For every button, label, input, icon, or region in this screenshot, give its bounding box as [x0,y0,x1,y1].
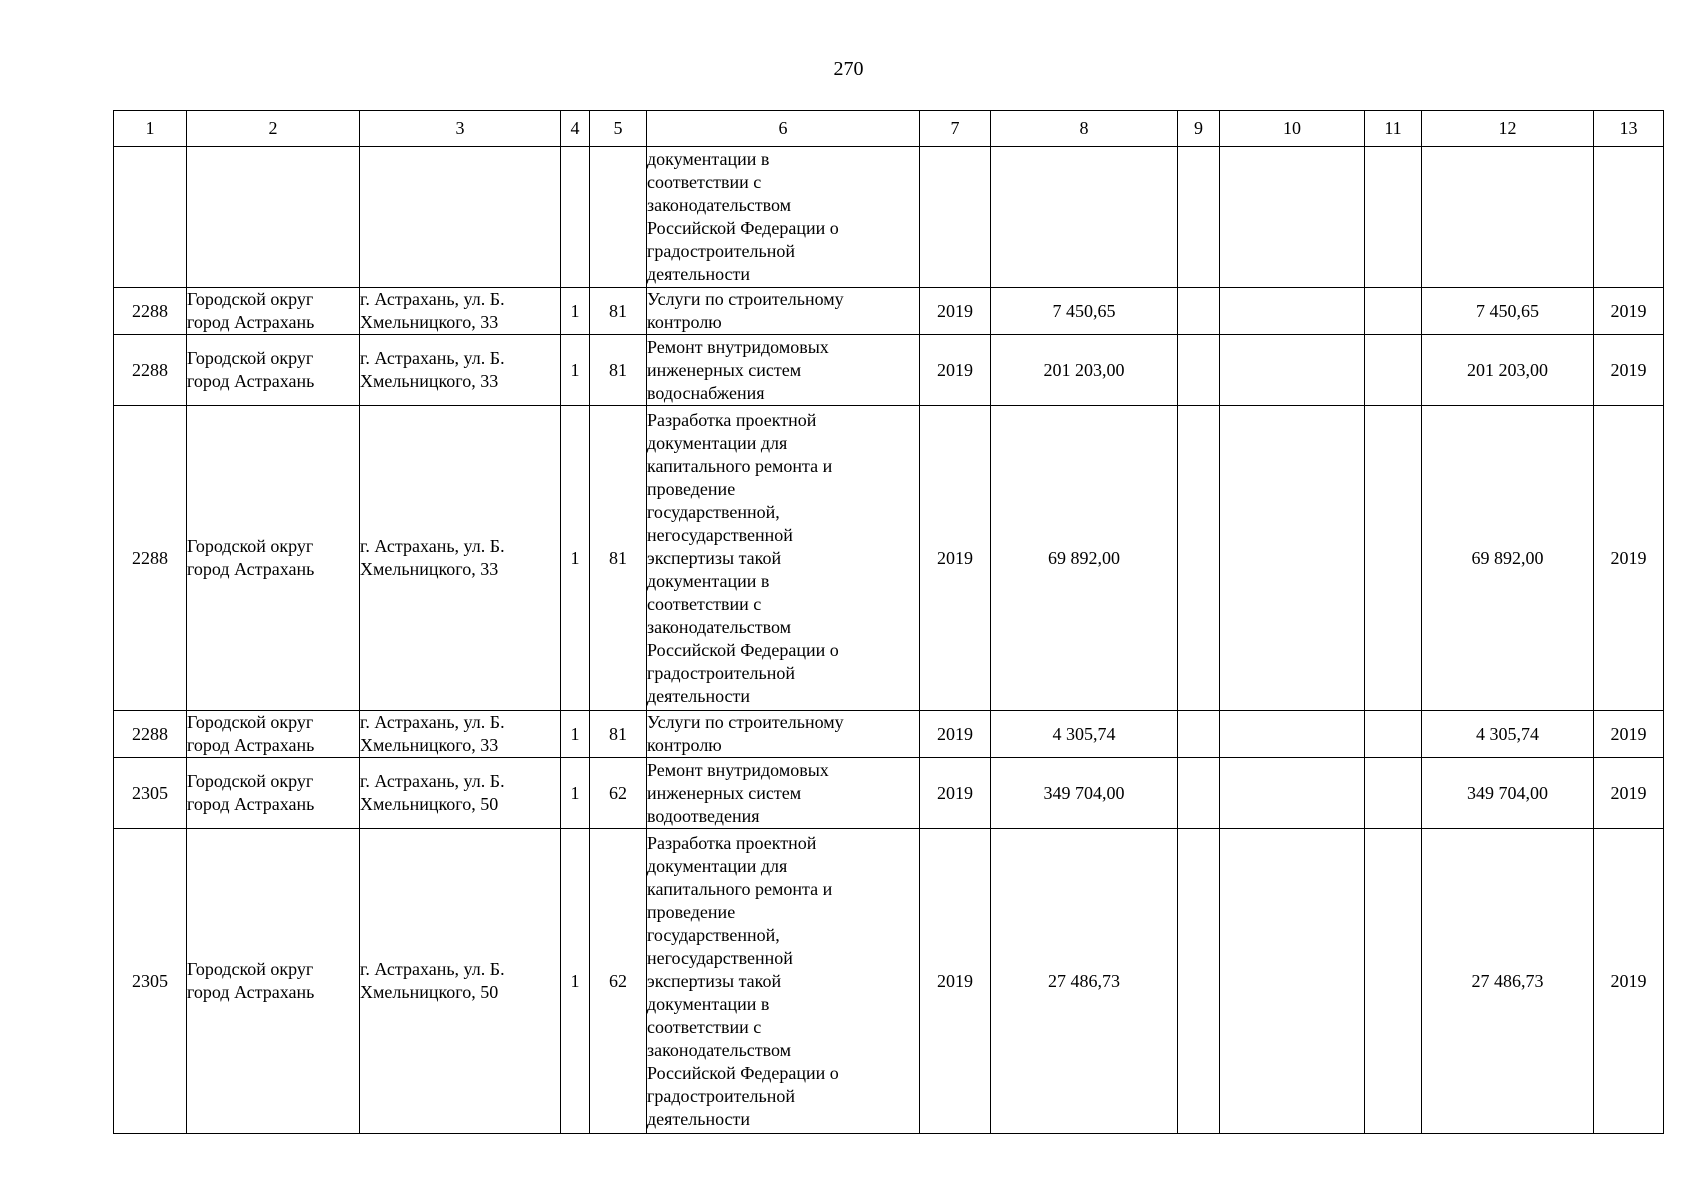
page-number: 270 [833,58,864,80]
year-cell: 2019 [920,758,991,829]
column-5-cell [590,147,647,288]
year-cell: 2019 [920,406,991,711]
column-12-cell: 27 486,73 [1422,829,1594,1134]
column-11-cell [1365,147,1422,288]
year-cell: 2019 [920,829,991,1134]
column-12-cell: 7 450,65 [1422,288,1594,335]
row-number-cell [114,147,187,288]
column-13-cell [1594,147,1664,288]
work-type-cell: Ремонт внутридомовых инженерных систем водоснабжения [647,335,920,406]
row-number-cell: 2288 [114,406,187,711]
work-type-cell: Разработка проектной документации для капитального ремонта и проведение государственной, негосударственной экспертизы такой документации в соответствии с законодательством Российской Федерации о градостроительной деятельности [647,829,920,1134]
column-12-cell: 201 203,00 [1422,335,1594,406]
column-header: 4 [561,111,590,147]
cost-cell: 4 305,74 [991,711,1178,758]
column-9-cell [1178,406,1220,711]
cost-cell: 349 704,00 [991,758,1178,829]
column-13-cell: 2019 [1594,711,1664,758]
cost-cell: 201 203,00 [991,335,1178,406]
column-12-cell: 349 704,00 [1422,758,1594,829]
row-number-cell: 2305 [114,758,187,829]
column-10-cell [1220,147,1365,288]
year-cell: 2019 [920,288,991,335]
column-4-cell [561,147,590,288]
column-11-cell [1365,758,1422,829]
address-cell: г. Астрахань, ул. Б. Хмельницкого, 33 [360,406,561,711]
row-number-cell: 2305 [114,829,187,1134]
column-4-cell: 1 [561,335,590,406]
table-row [114,711,1664,758]
table-row [114,758,1664,829]
column-header: 1 [114,111,187,147]
column-header: 11 [1365,111,1422,147]
column-5-cell: 81 [590,406,647,711]
column-4-cell: 1 [561,758,590,829]
column-12-cell: 4 305,74 [1422,711,1594,758]
column-header: 13 [1594,111,1664,147]
work-type-cell: Разработка проектной документации для капитального ремонта и проведение государственной, негосударственной экспертизы такой документации в соответствии с законодательством Российской Федерации о градостроительной деятельности [647,406,920,711]
address-cell: г. Астрахань, ул. Б. Хмельницкого, 33 [360,711,561,758]
column-header: 5 [590,111,647,147]
address-cell: г. Астрахань, ул. Б. Хмельницкого, 50 [360,829,561,1134]
table-row [114,829,1664,1134]
work-type-cell: Услуги по строительному контролю [647,288,920,335]
column-4-cell: 1 [561,711,590,758]
column-13-cell: 2019 [1594,288,1664,335]
cost-cell: 69 892,00 [991,406,1178,711]
municipality-cell: Городской округ город Астрахань [187,406,360,711]
table-row [114,406,1664,711]
column-10-cell [1220,406,1365,711]
column-13-cell: 2019 [1594,829,1664,1134]
column-5-cell: 62 [590,758,647,829]
column-11-cell [1365,335,1422,406]
cost-cell [991,147,1178,288]
year-cell: 2019 [920,711,991,758]
column-10-cell [1220,758,1365,829]
municipality-cell: Городской округ город Астрахань [187,335,360,406]
address-cell: г. Астрахань, ул. Б. Хмельницкого, 50 [360,758,561,829]
column-header: 10 [1220,111,1365,147]
column-4-cell: 1 [561,406,590,711]
column-9-cell [1178,711,1220,758]
column-10-cell [1220,711,1365,758]
work-type-cell: Услуги по строительному контролю [647,711,920,758]
municipality-cell: Городской округ город Астрахань [187,288,360,335]
column-5-cell: 81 [590,335,647,406]
column-11-cell [1365,406,1422,711]
address-cell: г. Астрахань, ул. Б. Хмельницкого, 33 [360,335,561,406]
address-cell [360,147,561,288]
column-11-cell [1365,288,1422,335]
year-cell [920,147,991,288]
cost-cell: 7 450,65 [991,288,1178,335]
column-9-cell [1178,147,1220,288]
row-number-cell: 2288 [114,288,187,335]
column-11-cell [1365,829,1422,1134]
column-4-cell: 1 [561,829,590,1134]
row-number-cell: 2288 [114,335,187,406]
table-body [114,147,1664,1134]
column-12-cell: 69 892,00 [1422,406,1594,711]
column-10-cell [1220,335,1365,406]
column-9-cell [1178,829,1220,1134]
column-5-cell: 81 [590,288,647,335]
column-header: 2 [187,111,360,147]
column-5-cell: 62 [590,829,647,1134]
municipality-cell: Городской округ город Астрахань [187,758,360,829]
column-number-header-row [114,111,1664,147]
work-type-cell: Ремонт внутридомовых инженерных систем водоотведения [647,758,920,829]
column-5-cell: 81 [590,711,647,758]
column-9-cell [1178,335,1220,406]
column-header: 6 [647,111,920,147]
table-row [114,288,1664,335]
cost-cell: 27 486,73 [991,829,1178,1134]
municipality-cell: Городской округ город Астрахань [187,829,360,1134]
column-header: 8 [991,111,1178,147]
column-header: 12 [1422,111,1594,147]
address-cell: г. Астрахань, ул. Б. Хмельницкого, 33 [360,288,561,335]
column-header: 3 [360,111,561,147]
column-13-cell: 2019 [1594,758,1664,829]
column-12-cell [1422,147,1594,288]
municipality-cell: Городской округ город Астрахань [187,711,360,758]
table-row [114,335,1664,406]
column-header: 7 [920,111,991,147]
municipality-cell [187,147,360,288]
work-type-cell: документации в соответствии с законодательством Российской Федерации о градостроительной деятельности [647,147,920,288]
column-4-cell: 1 [561,288,590,335]
column-9-cell [1178,758,1220,829]
column-header: 9 [1178,111,1220,147]
column-10-cell [1220,288,1365,335]
column-13-cell: 2019 [1594,406,1664,711]
column-13-cell: 2019 [1594,335,1664,406]
year-cell: 2019 [920,335,991,406]
row-number-cell: 2288 [114,711,187,758]
capital-repair-table [113,110,1664,1134]
column-11-cell [1365,711,1422,758]
column-9-cell [1178,288,1220,335]
column-10-cell [1220,829,1365,1134]
table-row [114,147,1664,288]
